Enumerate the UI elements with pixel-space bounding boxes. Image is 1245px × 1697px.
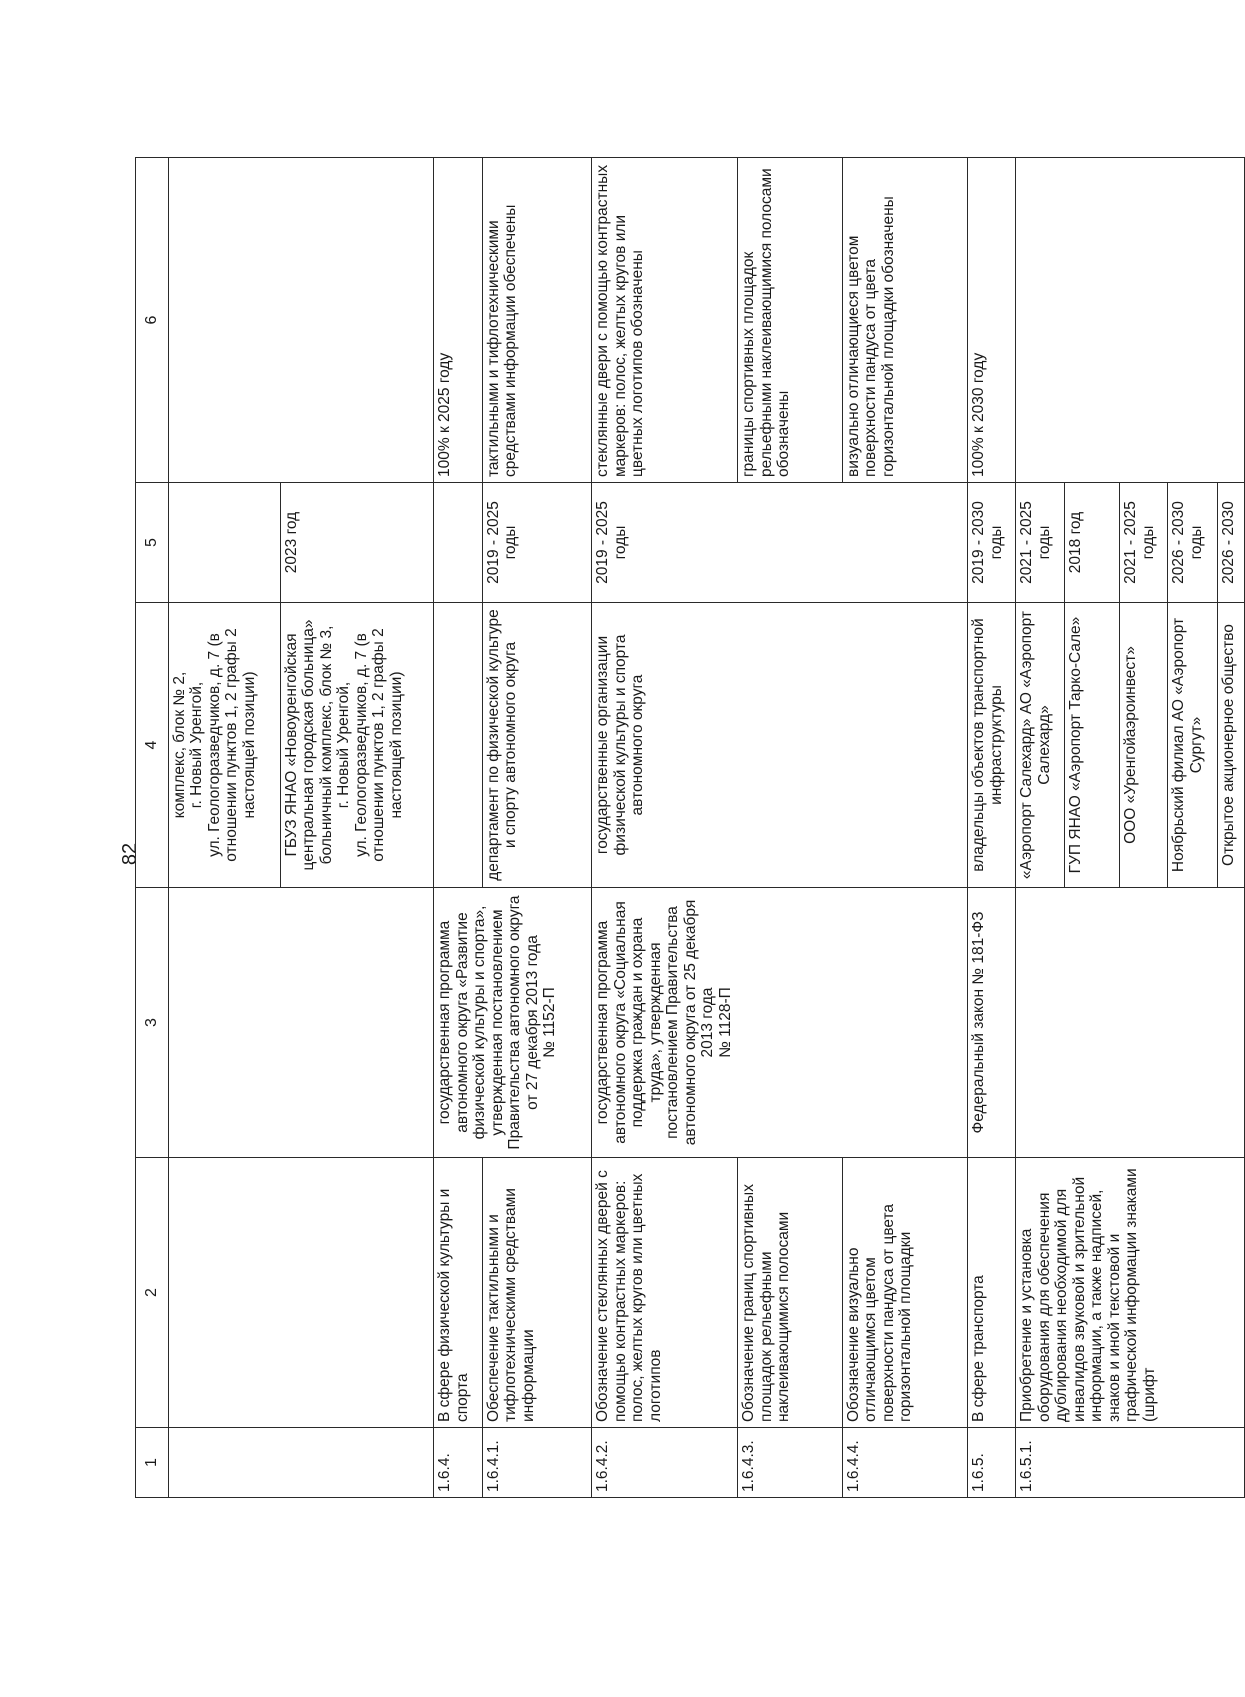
rotated-page-area	[135, 158, 1245, 1498]
cell-r6-c4: владельцы объектов транспортной инфраструктуры	[968, 603, 1016, 888]
cell-r3-c5: 2019 - 2025 годы	[592, 483, 968, 603]
cell-r7-c1: 1.6.5.1.	[1016, 1428, 1245, 1498]
column-header-5: 5	[136, 483, 169, 603]
page-number: 82	[119, 842, 141, 866]
cell-r10-c5: 2026 - 2030 годы	[1168, 483, 1217, 603]
table-row	[168, 158, 280, 1498]
cell-r1-c1: 1.6.4.	[434, 1428, 482, 1498]
cell-r6-c2: В сфере транспорта	[968, 1158, 1016, 1428]
cell-r11-c5: 2026 - 2030	[1217, 483, 1244, 603]
cell-r1-c6: 100% к 2025 году	[434, 158, 482, 483]
cell-r9-c4: ООО «Уренгойаэроинвест»	[1120, 603, 1168, 888]
rotated-table-frame	[135, 158, 1245, 1498]
cell-r2-c5: 2019 - 2025 годы	[482, 483, 592, 603]
cell-r0-c4: комплекс, блок № 2, г. Новый Уренгой, ул. Геологоразведчиков, д. 7 (в отношении пунктов 1, 2 графы 2 настоящей позиции)	[168, 603, 280, 888]
cell-r7-c4: «Аэропорт Салехард» АО «Аэропорт Салехард»	[1016, 603, 1064, 888]
cell-r4-c2: Обозначение границ спортивных площадок рельефными наклеивающимися полосами	[738, 1158, 843, 1428]
cell-r6-c5: 2019 - 2030 годы	[968, 483, 1016, 603]
cell-r4-c1: 1.6.4.3.	[738, 1428, 843, 1498]
column-header-3: 3	[136, 888, 169, 1158]
cell-r8-c4: ГУП ЯНАО «Аэропорт Тарко-Сале»	[1064, 603, 1119, 888]
cell-r2-c2: Обеспечение тактильными и тифлотехническими средствами информации	[482, 1158, 592, 1428]
cell-r6-c6: 100% к 2030 году	[968, 158, 1016, 483]
cell-r3-c1: 1.6.4.2.	[592, 1428, 738, 1498]
cell-r8-c5: 2018 год	[1064, 483, 1119, 603]
cell-r11-c4: Открытое акционерное общество	[1217, 603, 1244, 888]
cell-r6-c3: Федеральный закон № 181-ФЗ	[968, 888, 1016, 1158]
column-header-4: 4	[136, 603, 169, 888]
cell-r2-c1: 1.6.4.1.	[482, 1428, 592, 1498]
cell-r0-c4b: ГБУЗ ЯНАО «Новоуренгойская центральная городская больница» больничный комплекс, блок № 3, г. Новый Уренгой, ул. Геологоразведчиков, д. 7 (в отношении пунктов 1, 2 графы 2 настоящей позиции)	[280, 603, 434, 888]
cell-r7-c2: Приобретение и установка оборудования для обеспечения дублирования необходимой для инвалидов звуковой и зрительной информации, а также надписей, знаков и иной текстовой и графической информации знаками (шрифт	[1016, 1158, 1245, 1428]
cell-r0-c5b: 2023 год	[280, 483, 434, 603]
cell-r10-c4: Ноябрьский филиал АО «Аэропорт Сургут»	[1168, 603, 1217, 888]
cell-r3-c4: государственные организации физической культуры и спорта автономного округа	[592, 603, 968, 888]
column-header-2: 2	[136, 1158, 169, 1428]
cell-r7-c5: 2021 - 2025 годы	[1016, 483, 1064, 603]
cell-r2-c6: тактильными и тифлотехническими средствами информации обеспечены	[482, 158, 592, 483]
cell-r3-c6: стеклянные двери с помощью контрастных маркеров: полос, желтых кругов или цветных логотипов обозначены	[592, 158, 738, 483]
table-row	[1016, 158, 1064, 1498]
table-row	[968, 158, 1016, 1498]
cell-r5-c6: визуально отличающиеся цветом поверхности пандуса от цвета горизонтальной площадки обозначены	[842, 158, 967, 483]
cell-r4-c6: границы спортивных площадок рельефными наклеивающимися полосами обозначены	[738, 158, 843, 483]
document-table	[135, 157, 1245, 1498]
table-row	[592, 158, 738, 1498]
column-header-6: 6	[136, 158, 169, 483]
column-header-1: 1	[136, 1428, 169, 1498]
table-row	[482, 158, 592, 1498]
cell-r5-c2: Обозначение визуально отличающимся цветом поверхности пандуса от цвета горизонтальной площадки	[842, 1158, 967, 1428]
cell-r3-c2: Обозначение стеклянных дверей с помощью контрастных маркеров: полос, желтых кругов или цветных логотипов	[592, 1158, 738, 1428]
table-row	[434, 158, 482, 1498]
cell-r2-c4: департамент по физической культуре и спорту автономного округа	[482, 603, 592, 888]
cell-r1-c2: В сфере физической культуры и спорта	[434, 1158, 482, 1428]
cell-r1-c3: государственная программа автономного округа «Развитие физической культуры и спорта», утвержденная постановлением Правительства автономного округа от 27 декабря 2013 года № 1152-П	[434, 888, 592, 1158]
cell-r9-c5: 2021 - 2025 годы	[1120, 483, 1168, 603]
cell-r5-c1: 1.6.4.4.	[842, 1428, 967, 1498]
cell-r6-c1: 1.6.5.	[968, 1428, 1016, 1498]
table-header-row	[136, 158, 169, 1498]
cell-r3-c3: государственная программа автономного округа «Социальная поддержка граждан и охрана труда», утвержденная постановлением Правительства автономного округа от 25 декабря 2013 года № 1128-П	[592, 888, 968, 1158]
